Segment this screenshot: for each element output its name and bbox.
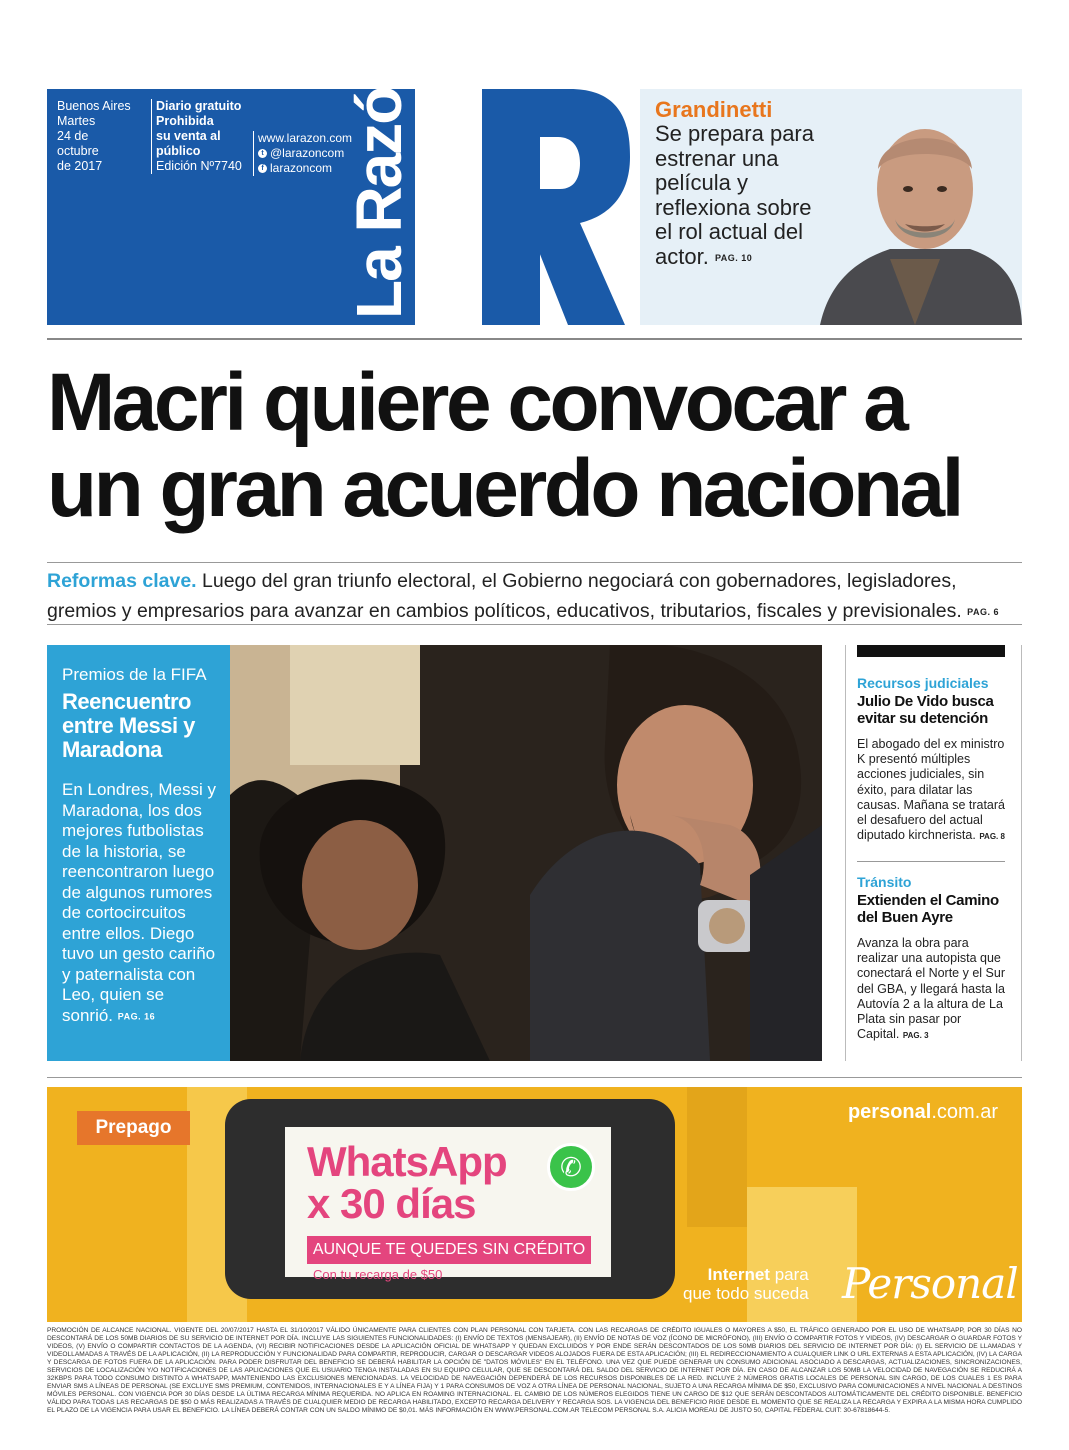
city: Buenos Aires [57, 99, 131, 113]
photo-image [230, 645, 822, 1061]
personal-logo: Personal [842, 1259, 1018, 1308]
slogan-bold: Internet [707, 1265, 770, 1284]
free-line: su venta al [156, 129, 221, 143]
phone-image [225, 1099, 675, 1299]
slogan-text: para [774, 1265, 809, 1284]
facebook-icon: f [258, 164, 267, 173]
feature-text: En Londres, Messi y Maradona, los dos mejores futbolistas de la historia, se reencontraron luego de algunos rumores de cortocircuitos entre ellos. Diego tuvo un gesto cariño y paternalista con Leo, quien se sonrió. [62, 780, 217, 1025]
prepago-badge: Prepago [77, 1111, 190, 1145]
deck-text: Luego del gran triunfo electoral, el Gobierno negociará con gobernadores, legisladores, gremios y empresarios para avanzar en cambios políticos, educativos, tributarios, fiscales y previsionales. [47, 570, 962, 622]
page-ref: PAG. 3 [902, 1031, 929, 1041]
brief-text: Avanza la obra para realizar una autopista que conectará el Norte y el Sur del GBA, y llegará hasta la Autovía 2 a la altura de La Plata sin pasar por Capital. [857, 936, 1005, 1042]
page-ref: PAG. 6 [967, 606, 1000, 617]
promo-body: Se prepara para estrenar una película y reflexiona sobre el rol actual del actor. [655, 121, 814, 269]
feature-kicker: Premios de la FIFA [62, 665, 207, 684]
twitter-icon: t [258, 149, 267, 158]
ad-credit-banner: AUNQUE TE QUEDES SIN CRÉDITO [307, 1236, 591, 1264]
page-ref: PAG. 8 [979, 832, 1005, 842]
date-block [57, 99, 145, 174]
advertisement[interactable] [47, 1087, 1022, 1322]
free-line: público [156, 144, 201, 158]
promo-text [655, 122, 830, 270]
whatsapp-icon: ✆ [547, 1143, 595, 1191]
weekday: Martes [57, 114, 96, 128]
divider [47, 624, 1022, 625]
brief-item[interactable] [857, 874, 1007, 1043]
headline-line: un gran acuerdo nacional [47, 443, 961, 534]
brief-text: El abogado del ex ministro K presentó múltiples acciones judiciales, sin éxito, para dilatar las causas. Mañana se tratará el desafuero del actual diputado kirchnerista. [857, 737, 1005, 843]
column-rule [845, 645, 846, 1061]
headline-line: Macri quiere convocar a [47, 357, 906, 448]
feature-body [62, 780, 216, 1026]
messi-maradona-photo [230, 645, 822, 1061]
free-line: Diario gratuito [156, 99, 242, 113]
page-ref: PAG. 10 [714, 252, 753, 263]
headline-deck [47, 566, 1022, 627]
page-ref: PAG. 16 [117, 1010, 156, 1021]
ad-duration: x 30 días [307, 1180, 476, 1227]
phone-screen [285, 1127, 611, 1282]
column-rule [1021, 645, 1022, 1061]
edition-number: Edición Nº7740 [156, 159, 242, 173]
ad-legal-text: PROMOCIÓN DE ALCANCE NACIONAL. VIGENTE DEL 20/07/2017 HASTA EL 31/10/2017 VÁLIDO ÚNICAMENTE PARA CLIENTES CON PLAN PERSONAL CON TARJETA. CON LAS RECARGAS DE CRÉDITO IGUALES O MAYORES A $50, EL TRÁFICO GENERADO POR EL USO DE WHATSAPP, POR 30 DÍAS NO DESCONTARÁ DE LOS 50MB DIARIOS DE SU SERVICIO DE INTERNET POR DÍA. INCLUYE LAS SIGUIENTES FUNCIONALIDADES: (I) ENVÍO DE TEXTOS (MENSAJEAR), (II) ENVÍO DE NOTAS DE VOZ (ÍCONO DE MICRÓFONO), (III) ENVÍO O COMPARTIR FOTOS Y VIDEOS, (IV) DESCARGAR O GUARDAR FOTOS Y VIDEOS, (V) ENVÍO O COMPARTIR CONTACTOS DE LA AGENDA, (VI) RECIBIR NOTIFICACIONES DESDE LA APLICACIÓN OFICIAL DE WHATSAPP Y QUEDAN EXCLUIDOS Y POR ENDE SERÁN DESCONTADOS DE LOS 50MB DIARIOS DEL SERVICIO DE INTERNET POR DÍA: (I) EL SERVICIO DE LLAMADAS Y VIDEOLLAMADAS A TRAVÉS DE LA APLICACIÓN, (II) LA REPRODUCCIÓN Y FUNCIONALIDAD PARA COMPARTIR, REPRODUCIR, CARGAR O DESCARGAR VIDEOS ALOJADOS FUERA DE ESTA APLICACIÓN; (III) EL REDIRECCIONAMIENTO A CUALQUIER LINK O URL EXTERNAS A ESTA APLICACIÓN, (IV) LA CARGA Y DESCARGA DE FOTOS FUERA DE LA APLICACIÓN. PARA PODER DISFRUTAR DEL BENEFICIO SE DEBERÁ HABILITAR LA OPCIÓN DE "DATOS MÓVILES" EN EL TELÉFONO. UNA VEZ QUE PUEDE GENERAR UN CONSUMO ADICIONAL ASOCIADO A DESCARGAS, ACTUALIZACIONES, SINCRONIZACIONES, SERVICIOS DE LOCALIZACIÓN Y/O NOTIFICACIONES DE LAS APLICACIONES QUE EL USUARIO TENGA INSTALADAS EN SU EQUIPO CELULAR, QUE SE DESCONTARÁ DEL SALDO DEL SERVICIO DE INTERNET POR DÍA. EN CASO DE ALCANZAR LOS 50MB LA VELOCIDAD DE NAVEGACIÓN SE REDUCIRÁ A 32KBPS PARA TODO CONSUMO DISTINTO A WHATSAPP, MANTENIENDO LAS EXCLUSIONES MENCIONADAS. LA VELOCIDAD DE NAVEGACIÓN DEPENDERÁ DE LOS RECURSOS DISPONIBLES DE LA RED. INCLUYE 2 NÚMEROS GRATIS LOCALES DE PERSONAL SIN CARGO, DE LOS CUALES 1 ES PARA ENVIAR SMS A LÍNEAS DE PERSONAL (SE EXCLUYE SMS PREMIUM, CONTENIDOS, INTERNACIONALES E Y A LÍNEA FIJA) Y 1 PARA CONSUMOS DE VOZ A OTRA LÍNEA DE PERSONAL NACIONAL, SUJETO A UNA RECARGA MÍNIMA DE $50, EXCLUSIVO PARA COMUNICACIONES A NIVEL NACIONAL A DESTINOS MÓVILES PERSONAL. CON VIGENCIA POR 30 DÍAS DESDE LA ÚLTIMA RECARGA MÍNIMA REQUERIDA. NO APLICA EN ROAMING INTERNACIONAL. EL CAMBIO DE LOS NÚMEROS ELEGIDOS TIENE UN CARGO DE $12 QUE SERÁN DESCONTADOS AUTOMÁTICAMENTE DEL CRÉDITO DISPONIBLE. BENEFICIO VÁLIDO PARA TODAS LAS RECARGAS DE $50 O MÁS REALIZADAS A TRAVÉS DE CUALQUIER MEDIO DE RECARGA HABILITADO, EXCEPTO RECARGA DELIVERY Y RECARGA SOS. LA VIGENCIA DEL BENEFICIO RIGE DESDE EL MOMENTO QUE SE REALIZA LA RECARGA Y EXPIRA A LA MISMA HORA CUMPLIDO EL PLAZO DE LA VIGENCIA PARA USAR EL BENEFICIO. LA LÍNEA DEBERÁ CONTAR CON UN SALDO MÍNIMO DE $0,01. MÁS INFORMACIÓN EN WWW.PERSONAL.COM.AR TELECOM PERSONAL S.A. ALICIA MOREAU DE JUSTO 50, CAPITAL FEDERAL CUIT: 30-67818644-5. [47, 1327, 1022, 1414]
divider [47, 562, 1022, 563]
date-line: 24 de [57, 129, 89, 143]
brief-body [857, 737, 1007, 844]
facebook-handle: larazoncom [270, 161, 333, 175]
brief-kicker: Recursos judiciales [857, 675, 989, 691]
divider [857, 861, 1005, 862]
promo-kicker: Grandinetti [655, 97, 773, 122]
divider [47, 338, 1022, 340]
deck-kicker: Reformas clave. [47, 570, 197, 592]
brief-title: Julio De Vido busca evitar su detención [857, 693, 994, 727]
logo-r-mark [420, 89, 630, 325]
url-rest: .com.ar [931, 1101, 998, 1123]
feature-title: Reencuentro entre Messi y Maradona [62, 689, 195, 762]
slogan-text: que todo suceda [683, 1284, 809, 1303]
twitter-handle: @larazoncom [270, 146, 345, 160]
feature-sidebar[interactable] [47, 645, 230, 1061]
free-notice [151, 99, 251, 174]
website-link[interactable]: www.larazon.com [258, 131, 353, 145]
brief-body [857, 936, 1007, 1043]
actor-portrait-image [820, 109, 1022, 325]
url-bold: personal [847, 1101, 932, 1123]
divider [47, 1077, 1022, 1078]
column-header-bar [857, 645, 1005, 657]
date-line: octubre [57, 144, 99, 158]
masthead-panel [47, 50, 415, 325]
main-headline[interactable] [47, 357, 1037, 534]
free-line: Prohibida [156, 114, 214, 128]
date-line: de 2017 [57, 159, 103, 173]
ad-slogan [683, 1265, 809, 1303]
ad-app-name: WhatsApp [307, 1138, 507, 1185]
ad-recarga: Con tu recarga de $50 [313, 1267, 443, 1282]
brief-item[interactable] [857, 675, 1007, 844]
brief-title: Extienden el Camino del Buen Ayre [857, 892, 999, 926]
promo-box[interactable] [640, 89, 1022, 325]
r-logo-icon [420, 89, 630, 325]
ad-url[interactable] [848, 1101, 998, 1124]
masthead-logo[interactable]: La Razón [343, 50, 415, 319]
brief-kicker: Tránsito [857, 874, 912, 890]
